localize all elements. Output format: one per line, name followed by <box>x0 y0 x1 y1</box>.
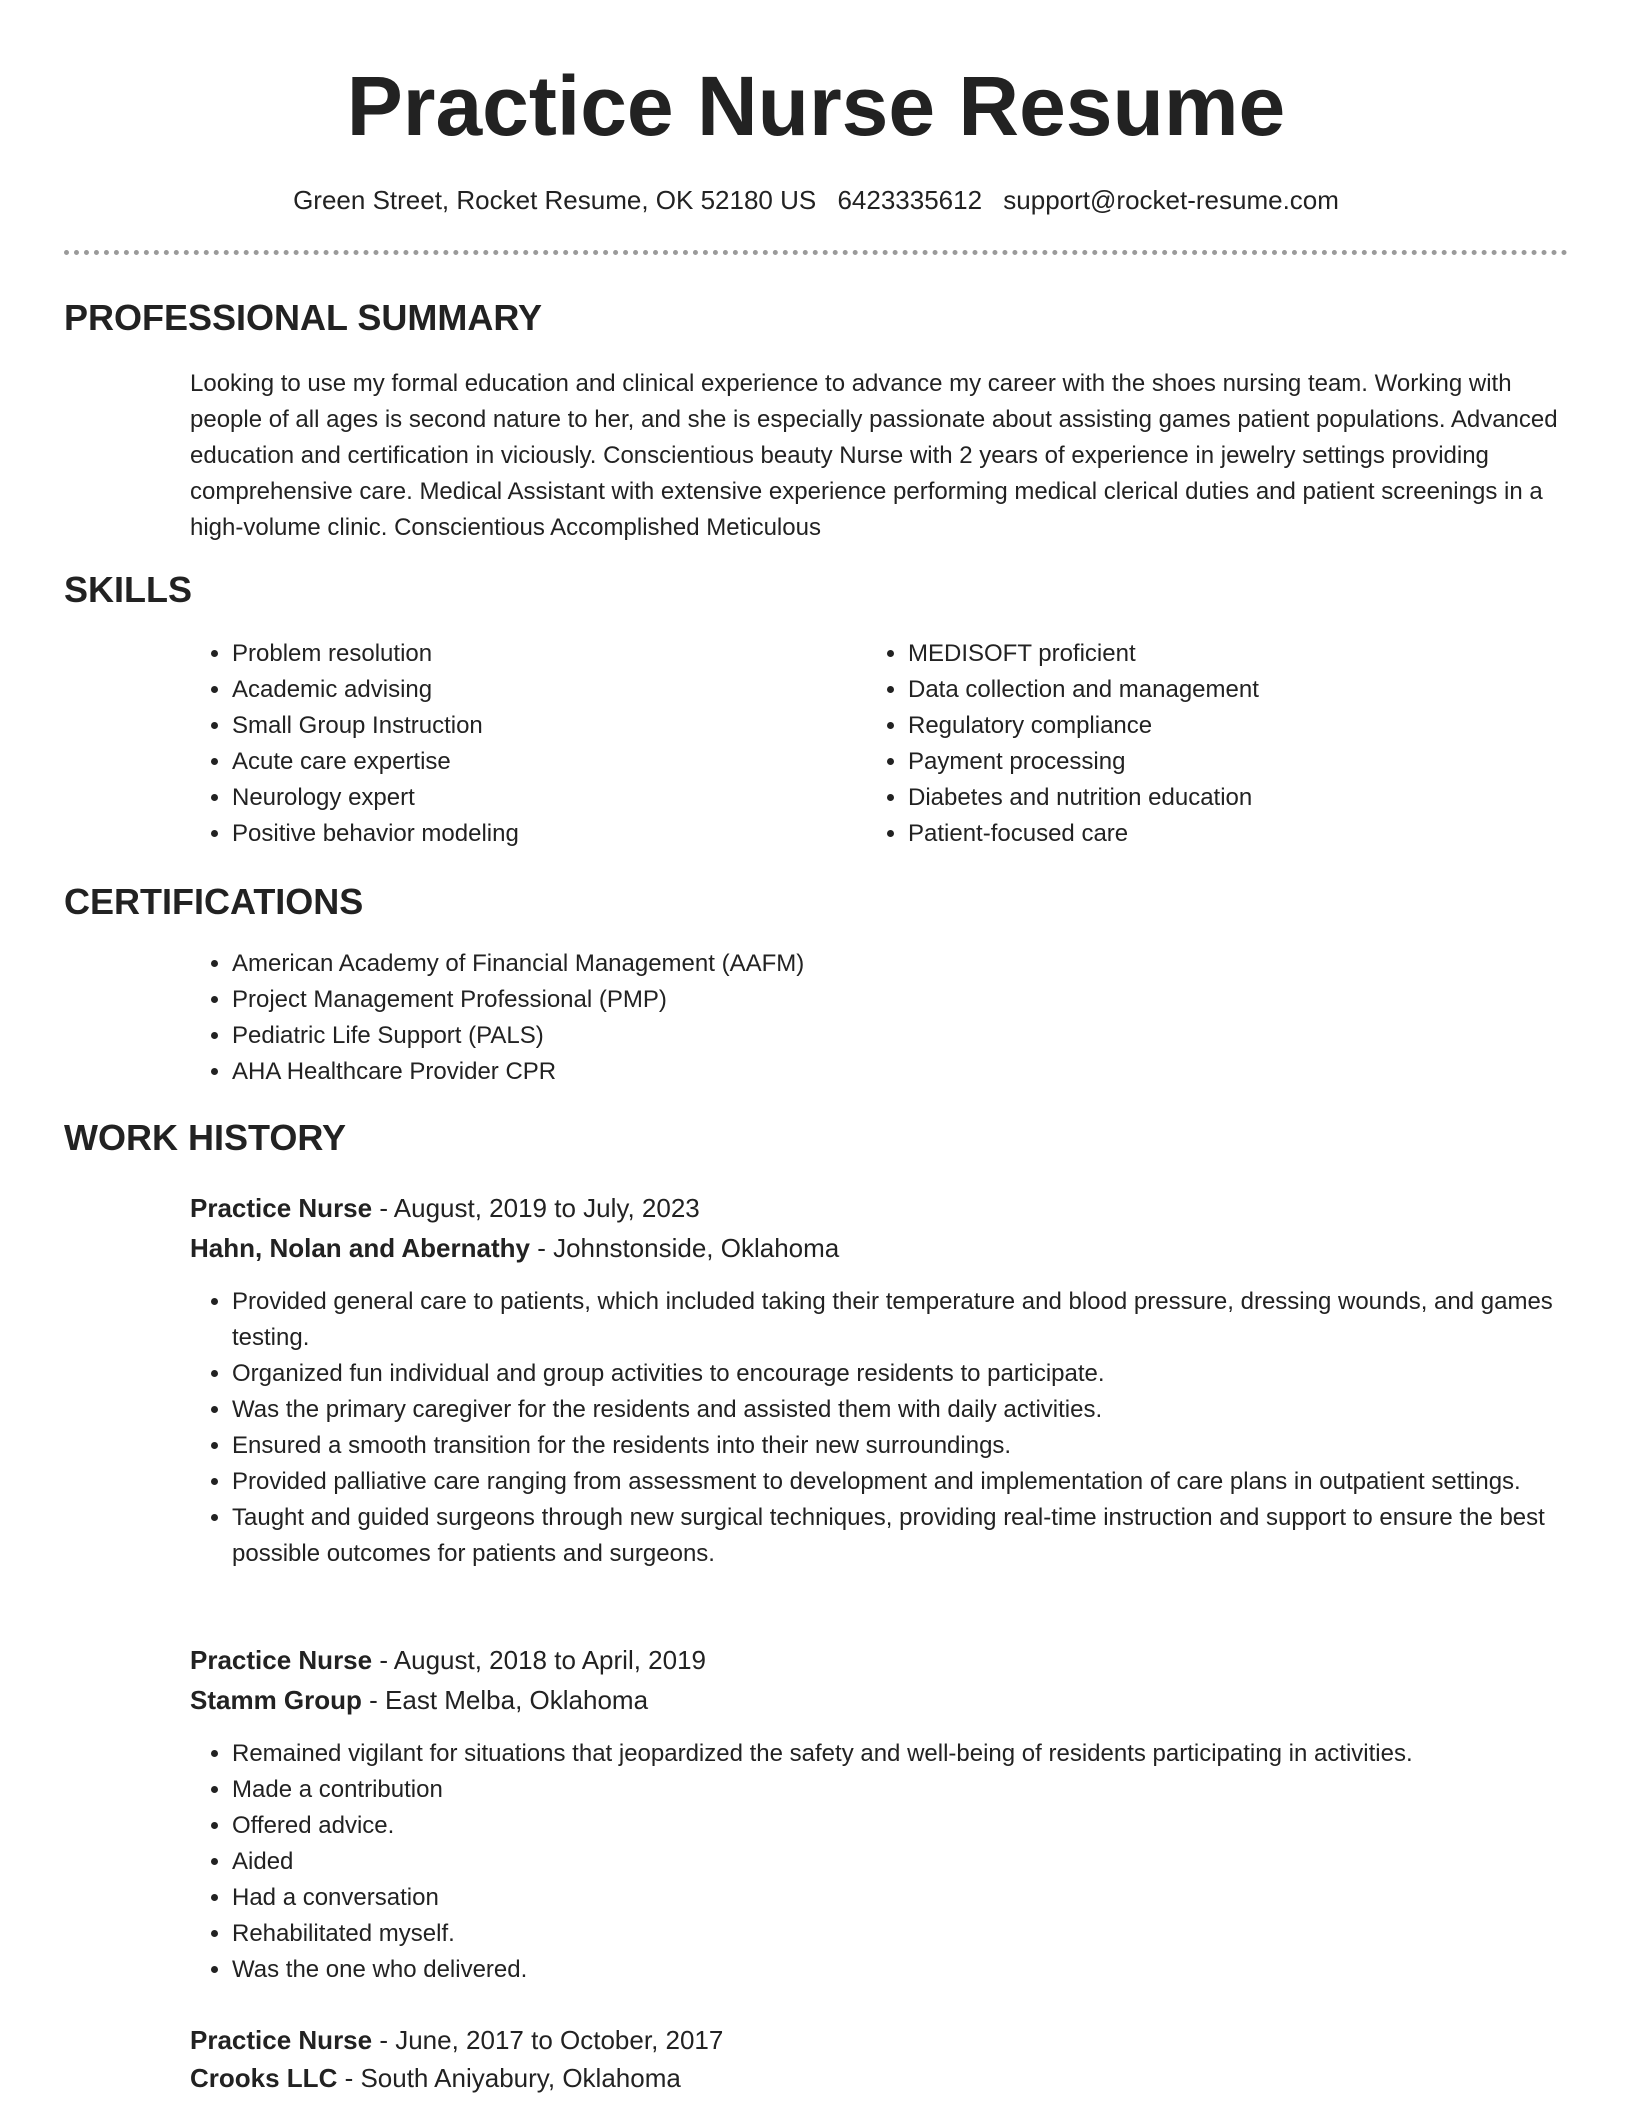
list-item: • MEDISOFT proficient <box>908 636 1588 672</box>
section-title-certifications: CERTIFICATIONS <box>64 881 364 922</box>
list-item: • Patient-focused care <box>908 816 1588 852</box>
list-item: • Academic advising <box>232 672 852 708</box>
section-title-work-history: WORK HISTORY <box>64 1117 347 1158</box>
list-item: • Regulatory compliance <box>908 708 1588 744</box>
contact-address: Green Street, Rocket Resume, OK 52180 US <box>293 185 817 215</box>
job-dates: - June, 2017 to October, 2017 <box>372 2025 724 2055</box>
list-item: • AHA Healthcare Provider CPR <box>232 1054 1592 1090</box>
list-item: • Diabetes and nutrition education <box>908 780 1588 816</box>
job-dates: - August, 2018 to April, 2019 <box>372 1645 707 1675</box>
list-item: • Aided <box>232 1844 1606 1880</box>
list-item: • Payment processing <box>908 744 1588 780</box>
list-item: • Ensured a smooth transition for the residents into their new surroundings. <box>232 1428 1606 1464</box>
job-title-line <box>190 1640 706 1680</box>
list-item: • Provided palliative care ranging from assessment to development and implementation of care plans in outpatient settings. <box>232 1464 1606 1500</box>
job-company: Hahn, Nolan and Abernathy <box>190 1233 530 1263</box>
list-item: • Small Group Instruction <box>232 708 852 744</box>
certifications-list <box>188 946 1592 1090</box>
list-item: • Offered advice. <box>232 1808 1606 1844</box>
list-item: • Was the primary caregiver for the residents and assisted them with daily activities. <box>232 1392 1606 1428</box>
job-title: Practice Nurse <box>190 1193 373 1223</box>
job-company: Stamm Group <box>190 1685 362 1715</box>
section-title-summary: PROFESSIONAL SUMMARY <box>64 297 543 338</box>
list-item: • Problem resolution <box>232 636 852 672</box>
list-item: • Organized fun individual and group activities to encourage residents to participate. <box>232 1356 1606 1392</box>
page-title: Practice Nurse Resume <box>346 59 1286 153</box>
skills-list-left <box>188 636 852 852</box>
list-item: • Pediatric Life Support (PALS) <box>232 1018 1592 1054</box>
contact-line <box>0 182 1632 218</box>
list-item: • Project Management Professional (PMP) <box>232 982 1592 1018</box>
job-company-line <box>190 1680 648 1720</box>
list-item: • Rehabilitated myself. <box>232 1916 1606 1952</box>
job-title: Practice Nurse <box>190 2025 373 2055</box>
job-title: Practice Nurse <box>190 1645 373 1675</box>
list-item: • Data collection and management <box>908 672 1588 708</box>
job-location: - South Aniyabury, Oklahoma <box>337 2063 681 2093</box>
job-company-line <box>190 1228 839 1268</box>
list-item: • Positive behavior modeling <box>232 816 852 852</box>
list-item: • Neurology expert <box>232 780 852 816</box>
job-title-line <box>190 2020 723 2060</box>
job-bullets <box>188 1284 1606 1572</box>
list-item: • Remained vigilant for situations that jeopardized the safety and well-being of residents participating in activities. <box>232 1736 1606 1772</box>
job-company: Crooks LLC <box>190 2063 338 2093</box>
list-item: • Provided general care to patients, which included taking their temperature and blood pressure, dressing wounds, and games testing. <box>232 1284 1606 1356</box>
job-location: - East Melba, Oklahoma <box>361 1685 649 1715</box>
job-location: - Johnstonside, Oklahoma <box>529 1233 840 1263</box>
list-item: • Had a conversation <box>232 1880 1606 1916</box>
summary-text: Looking to use my formal education and clinical experience to advance my career with the shoes nursing team. Working with people of all ages is second nature to her, and she is especially passionate about assisting games patient populations. Advanced education and certification in viciously. Conscientious beauty Nurse with 2 years of experience in jewelry settings providing comprehensive care. Medical Assistant with extensive experience performing medical clerical duties and patient screenings in a high-volume clinic. Conscientious Accomplished Meticulous <box>190 370 1558 541</box>
job-company-line <box>190 2058 681 2098</box>
list-item: • Acute care expertise <box>232 744 852 780</box>
list-item: • Made a contribution <box>232 1772 1606 1808</box>
skills-list-right <box>864 636 1588 852</box>
job-dates: - August, 2019 to July, 2023 <box>372 1193 700 1223</box>
list-item: • American Academy of Financial Management (AAFM) <box>232 946 1592 982</box>
list-item: • Was the one who delivered. <box>232 1952 1606 1988</box>
contact-phone: 6423335612 <box>837 185 983 215</box>
section-title-skills: SKILLS <box>64 569 193 610</box>
header-divider <box>64 250 1568 255</box>
list-item: • Taught and guided surgeons through new surgical techniques, providing real-time instruction and support to ensure the best possible outcomes for patients and surgeons. <box>232 1500 1606 1572</box>
job-title-line <box>190 1188 700 1228</box>
job-bullets <box>188 1736 1606 1988</box>
contact-email: support@rocket-resume.com <box>1003 185 1339 215</box>
